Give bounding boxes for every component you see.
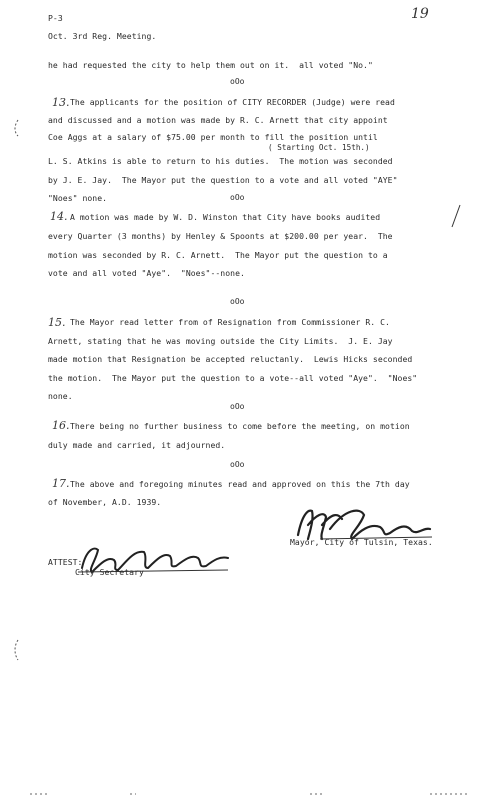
- item-13-line-1: The applicants for the position of CITY RECORDER (Judge) were read: [70, 97, 395, 107]
- separator: oOo: [230, 193, 245, 202]
- item-number-15: 15.: [48, 316, 66, 329]
- item-14-line-1: A motion was made by W. D. Winston that City have books audited: [70, 212, 381, 222]
- item-17-line-1: The above and foregoing minutes read and approved on this the 7th day: [70, 479, 410, 489]
- page-label: P-3: [48, 13, 63, 23]
- item-15-line-1: The Mayor read letter from of Resignation from Commissioner R. C.: [70, 317, 390, 327]
- item-number-13: 13.: [52, 96, 70, 109]
- handwritten-page-number: 19: [411, 6, 429, 22]
- item-13-line-4: L. S. Atkins is able to return to his duties. The motion was seconded: [48, 156, 393, 166]
- item-14-line-2: every Quarter (3 months) by Henley & Spoonts at $200.00 per year. The: [48, 231, 393, 241]
- item-16-line-2: duly made and carried, it adjourned.: [48, 440, 226, 450]
- secretary-caption: City Secretary: [75, 567, 144, 577]
- bottom-scan-marks: [10, 788, 480, 798]
- item-15-line-4: the motion. The Mayor put the question to a vote--all voted "Aye". "Noes": [48, 373, 418, 383]
- item-13-line-3: Coe Aggs at a salary of $75.00 per month to fill the position until: [48, 132, 378, 142]
- item-16-line-1: There being no further business to come before the meeting, on motion: [70, 421, 410, 431]
- item-13-insertion: ( Starting Oct. 15th.): [268, 143, 370, 152]
- item-17-line-2: of November, A.D. 1939.: [48, 497, 162, 507]
- attest-label: ATTEST:: [48, 557, 83, 567]
- item-13-line-2: and discussed and a motion was made by R. C. Arnett that city appoint: [48, 115, 388, 125]
- item-14-line-4: vote and all voted "Aye". "Noes"--none.: [48, 268, 245, 278]
- item-number-16: 16.: [52, 419, 70, 432]
- separator: oOo: [230, 297, 245, 306]
- separator: oOo: [230, 402, 245, 411]
- margin-slash-mark: [451, 205, 461, 229]
- mayor-caption: Mayor, City of Tulsin, Texas.: [290, 537, 433, 547]
- item-14-line-3: motion was seconded by R. C. Arnett. The Mayor put the question to a: [48, 250, 388, 260]
- item-number-17: 17.: [52, 477, 70, 490]
- separator: oOo: [230, 77, 245, 86]
- item-15-line-3: made motion that Resignation be accepted reluctanly. Lewis Hicks seconded: [48, 354, 413, 364]
- carryover-line: he had requested the city to help them out on it. all voted "No.": [48, 60, 373, 70]
- item-13-line-5: by J. E. Jay. The Mayor put the question to a vote and all voted "AYE": [48, 175, 398, 185]
- item-15-line-2: Arnett, stating that he was moving outside the City Limits. J. E. Jay: [48, 336, 393, 346]
- item-13-line-6: "Noes" none.: [48, 193, 108, 203]
- item-15-line-5: none.: [48, 391, 73, 401]
- separator: oOo: [230, 460, 245, 469]
- margin-binding-marks: [12, 120, 32, 720]
- item-number-14: 14.: [50, 210, 68, 223]
- meeting-title: Oct. 3rd Reg. Meeting.: [48, 31, 157, 41]
